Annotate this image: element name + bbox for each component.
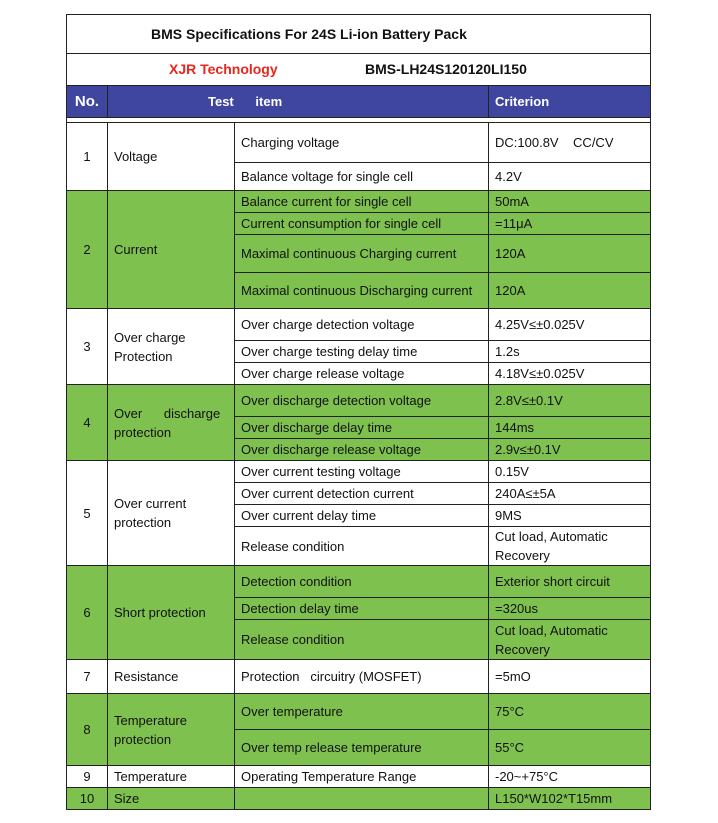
test-item: Over charge testing delay time bbox=[235, 341, 489, 363]
company-row bbox=[67, 54, 651, 86]
spec-table bbox=[66, 14, 651, 810]
spec-row bbox=[67, 566, 651, 598]
group-number: 1 bbox=[67, 123, 108, 191]
test-item: Balance current for single cell bbox=[235, 191, 489, 213]
test-item: Over discharge detection voltage bbox=[235, 385, 489, 417]
test-item: Operating Temperature Range bbox=[235, 766, 489, 788]
group-name: Temperature bbox=[108, 766, 235, 788]
test-item: Over current delay time bbox=[235, 505, 489, 527]
criterion-value: 4.2V bbox=[489, 163, 651, 191]
test-item: Over discharge release voltage bbox=[235, 439, 489, 461]
test-item: Over charge release voltage bbox=[235, 363, 489, 385]
criterion-value: 0.15V bbox=[489, 461, 651, 483]
group-number: 5 bbox=[67, 461, 108, 566]
criterion-value: 55°C bbox=[489, 730, 651, 766]
criterion-value: -20~+75°C bbox=[489, 766, 651, 788]
test-item: Release condition bbox=[235, 620, 489, 660]
criterion-value: L150*W102*T15mm bbox=[489, 788, 651, 810]
company-cell bbox=[67, 54, 651, 86]
group-number: 3 bbox=[67, 309, 108, 385]
group-name: Voltage bbox=[108, 123, 235, 191]
model-number: BMS-LH24S120120LI150 bbox=[365, 61, 527, 77]
test-item: Detection delay time bbox=[235, 598, 489, 620]
criterion-value: 75°C bbox=[489, 694, 651, 730]
spec-row bbox=[67, 309, 651, 341]
criterion-value: Exterior short circuit bbox=[489, 566, 651, 598]
test-item: Maximal continuous Discharging current bbox=[235, 273, 489, 309]
test-item: Charging voltage bbox=[235, 123, 489, 163]
criterion-value: DC:100.8V CC/CV bbox=[489, 123, 651, 163]
spec-row bbox=[67, 385, 651, 417]
spec-table-body bbox=[67, 15, 651, 810]
test-item bbox=[235, 788, 489, 810]
company-name: XJR Technology bbox=[169, 61, 278, 77]
group-number: 7 bbox=[67, 660, 108, 694]
criterion-value: Cut load, Automatic Recovery bbox=[489, 527, 651, 566]
criterion-value: 2.9v≤±0.1V bbox=[489, 439, 651, 461]
group-number: 9 bbox=[67, 766, 108, 788]
criterion-value: 50mA bbox=[489, 191, 651, 213]
group-name: Over discharge protection bbox=[108, 385, 235, 461]
test-item: Over current testing voltage bbox=[235, 461, 489, 483]
spec-sheet bbox=[66, 14, 650, 810]
group-number: 10 bbox=[67, 788, 108, 810]
group-number: 8 bbox=[67, 694, 108, 766]
spec-row bbox=[67, 766, 651, 788]
group-name: Temperature protection bbox=[108, 694, 235, 766]
header-test-item: Test item bbox=[108, 86, 489, 118]
criterion-value: 120A bbox=[489, 235, 651, 273]
criterion-value: 1.2s bbox=[489, 341, 651, 363]
spec-row bbox=[67, 694, 651, 730]
group-number: 4 bbox=[67, 385, 108, 461]
header-criterion: Criterion bbox=[489, 86, 651, 118]
header-no: No. bbox=[67, 86, 108, 118]
group-name: Current bbox=[108, 191, 235, 309]
spec-row bbox=[67, 191, 651, 213]
criterion-value: 4.18V≤±0.025V bbox=[489, 363, 651, 385]
document-title: BMS Specifications For 24S Li-ion Battery Pack bbox=[67, 15, 651, 54]
test-item: Over discharge delay time bbox=[235, 417, 489, 439]
test-item: Release condition bbox=[235, 527, 489, 566]
test-item: Over temp release temperature bbox=[235, 730, 489, 766]
test-item: Maximal continuous Charging current bbox=[235, 235, 489, 273]
title-row bbox=[67, 15, 651, 54]
criterion-value: 2.8V≤±0.1V bbox=[489, 385, 651, 417]
criterion-value: 9MS bbox=[489, 505, 651, 527]
group-number: 6 bbox=[67, 566, 108, 660]
criterion-value: 144ms bbox=[489, 417, 651, 439]
spec-row bbox=[67, 461, 651, 483]
criterion-value: =11μA bbox=[489, 213, 651, 235]
group-name: Resistance bbox=[108, 660, 235, 694]
test-item: Over current detection current bbox=[235, 483, 489, 505]
test-item: Protection circuitry (MOSFET) bbox=[235, 660, 489, 694]
criterion-value: 4.25V≤±0.025V bbox=[489, 309, 651, 341]
group-name: Size bbox=[108, 788, 235, 810]
criterion-value: =320us bbox=[489, 598, 651, 620]
test-item: Over temperature bbox=[235, 694, 489, 730]
group-name: Over charge Protection bbox=[108, 309, 235, 385]
test-item: Detection condition bbox=[235, 566, 489, 598]
test-item: Current consumption for single cell bbox=[235, 213, 489, 235]
spec-row bbox=[67, 788, 651, 810]
group-number: 2 bbox=[67, 191, 108, 309]
test-item: Balance voltage for single cell bbox=[235, 163, 489, 191]
criterion-value: =5mO bbox=[489, 660, 651, 694]
criterion-value: 240A≤±5A bbox=[489, 483, 651, 505]
criterion-value: 120A bbox=[489, 273, 651, 309]
header-row bbox=[67, 86, 651, 118]
criterion-value: Cut load, Automatic Recovery bbox=[489, 620, 651, 660]
spec-row bbox=[67, 660, 651, 694]
group-name: Over current protection bbox=[108, 461, 235, 566]
spec-row bbox=[67, 123, 651, 163]
test-item: Over charge detection voltage bbox=[235, 309, 489, 341]
group-name: Short protection bbox=[108, 566, 235, 660]
